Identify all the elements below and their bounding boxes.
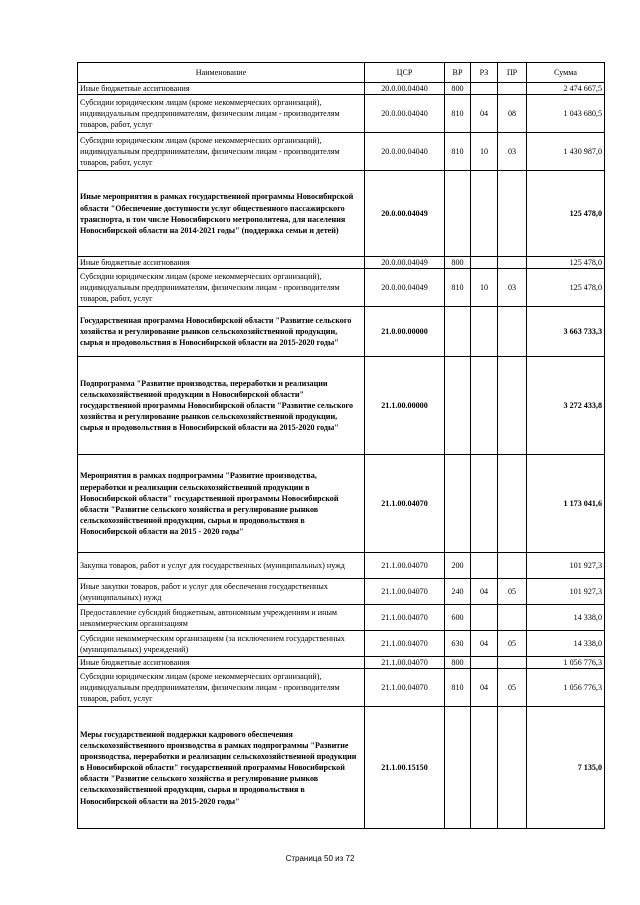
row-sum-cell: 125 478,0 xyxy=(527,269,605,307)
row-csr-cell: 21.1.00.04070 xyxy=(365,579,445,605)
row-name-cell: Иные бюджетные ассигнования xyxy=(78,657,365,669)
row-pr-cell xyxy=(498,707,527,829)
row-sum-cell: 1 430 987,0 xyxy=(527,133,605,171)
table-row xyxy=(78,657,605,669)
header-csr: ЦСР xyxy=(365,63,445,83)
row-pr-cell xyxy=(498,307,527,357)
row-csr-cell: 21.1.00.04070 xyxy=(365,657,445,669)
row-name-cell: Иные бюджетные ассигнования xyxy=(78,83,365,95)
header-name: Наименование xyxy=(78,63,365,83)
row-name-cell: Субсидии юридическим лицам (кроме некоммерческих организаций), индивидуальным предпринимателям, физическим лицам - производителям товаров, работ, услуг xyxy=(78,133,365,171)
row-pr-cell: 03 xyxy=(498,269,527,307)
table-row xyxy=(78,605,605,631)
row-csr-cell: 21.1.00.04070 xyxy=(365,553,445,579)
row-rz-cell xyxy=(471,553,498,579)
page-number: Страница 50 из 72 xyxy=(285,854,355,863)
row-sum-cell: 101 927,3 xyxy=(527,553,605,579)
row-vr-cell xyxy=(445,455,471,553)
row-name-cell: Субсидии юридическим лицам (кроме некоммерческих организаций), индивидуальным предпринимателям, физическим лицам - производителям товаров, работ, услуг xyxy=(78,669,365,707)
row-csr-cell: 21.1.00.04070 xyxy=(365,455,445,553)
row-sum-cell: 1 173 041,6 xyxy=(527,455,605,553)
row-pr-cell: 05 xyxy=(498,669,527,707)
row-rz-cell xyxy=(471,171,498,257)
row-name-cell: Государственная программа Новосибирской области "Развитие сельского хозяйства и регулирование рынков сельскохозяйственной продукции, сырья и продовольствия в Новосибирской области на 2015-2020 годы" xyxy=(78,307,365,357)
row-vr-cell: 600 xyxy=(445,605,471,631)
row-sum-cell: 14 338,0 xyxy=(527,631,605,657)
row-name-cell: Иные мероприятия в рамках государственной программы Новосибирской области "Обеспечение доступности услуг общественного пассажирского транспорта, в том числе Новосибирского метрополитена, для населения Новосибирской области на 2014-2021 годы" (поддержка семьи и детей) xyxy=(78,171,365,257)
header-pr: ПР xyxy=(498,63,527,83)
row-csr-cell: 20.0.00.04040 xyxy=(365,133,445,171)
row-csr-cell: 20.0.00.04040 xyxy=(365,95,445,133)
row-csr-cell: 21.1.00.15150 xyxy=(365,707,445,829)
row-pr-cell xyxy=(498,657,527,669)
table-row xyxy=(78,707,605,829)
row-name-cell: Субсидии некоммерческим организациям (за исключением государственных (муниципальных) учреждений) xyxy=(78,631,365,657)
row-pr-cell xyxy=(498,357,527,455)
row-csr-cell: 20.0.00.04040 xyxy=(365,83,445,95)
row-vr-cell: 630 xyxy=(445,631,471,657)
table-row xyxy=(78,95,605,133)
row-name-cell: Предоставление субсидий бюджетным, автономным учреждениям и иным некоммерческим организациям xyxy=(78,605,365,631)
row-rz-cell: 04 xyxy=(471,669,498,707)
table-row xyxy=(78,307,605,357)
row-pr-cell: 03 xyxy=(498,133,527,171)
row-pr-cell xyxy=(498,553,527,579)
row-csr-cell: 21.1.00.04070 xyxy=(365,669,445,707)
header-row xyxy=(78,63,605,83)
row-rz-cell xyxy=(471,605,498,631)
row-rz-cell: 10 xyxy=(471,133,498,171)
budget-table xyxy=(77,62,605,829)
row-name-cell: Иные бюджетные ассигнования xyxy=(78,257,365,269)
row-sum-cell: 1 056 776,3 xyxy=(527,669,605,707)
row-csr-cell: 21.0.00.00000 xyxy=(365,307,445,357)
row-sum-cell: 1 056 776,3 xyxy=(527,657,605,669)
row-rz-cell: 04 xyxy=(471,631,498,657)
row-vr-cell: 800 xyxy=(445,83,471,95)
row-rz-cell: 04 xyxy=(471,579,498,605)
row-sum-cell: 125 478,0 xyxy=(527,171,605,257)
header-sum: Сумма xyxy=(527,63,605,83)
table-row xyxy=(78,455,605,553)
row-sum-cell: 101 927,3 xyxy=(527,579,605,605)
table-row xyxy=(78,83,605,95)
row-rz-cell xyxy=(471,307,498,357)
table-row xyxy=(78,553,605,579)
row-name-cell: Иные закупки товаров, работ и услуг для обеспечения государственных (муниципальных) нужд xyxy=(78,579,365,605)
table-row xyxy=(78,579,605,605)
row-pr-cell xyxy=(498,257,527,269)
row-pr-cell xyxy=(498,605,527,631)
row-vr-cell xyxy=(445,707,471,829)
row-vr-cell xyxy=(445,171,471,257)
row-name-cell: Меры государственной поддержки кадрового обеспечения сельскохозяйственного производства в рамках подпрограммы "Развитие производства, переработки и реализации сельскохозяйственной продукции в Новосибирской области" государственной программы Новосибирской области "Развитие сельского хозяйства и регулирование рынков сельскохозяйственной продукции, сырья и продовольствия в Новосибирской области на 2015-2020 годы" xyxy=(78,707,365,829)
row-vr-cell: 810 xyxy=(445,95,471,133)
table-row xyxy=(78,357,605,455)
table-row xyxy=(78,631,605,657)
table-row xyxy=(78,133,605,171)
row-vr-cell: 800 xyxy=(445,657,471,669)
table-row xyxy=(78,669,605,707)
row-csr-cell: 20.0.00.04049 xyxy=(365,171,445,257)
row-sum-cell: 125 478,0 xyxy=(527,257,605,269)
row-vr-cell: 200 xyxy=(445,553,471,579)
row-csr-cell: 21.1.00.04070 xyxy=(365,631,445,657)
row-sum-cell: 2 474 667,5 xyxy=(527,83,605,95)
row-vr-cell: 810 xyxy=(445,669,471,707)
row-rz-cell: 04 xyxy=(471,95,498,133)
table-row xyxy=(78,269,605,307)
row-rz-cell: 10 xyxy=(471,269,498,307)
row-pr-cell xyxy=(498,455,527,553)
row-pr-cell xyxy=(498,83,527,95)
row-rz-cell xyxy=(471,357,498,455)
row-name-cell: Подпрограмма "Развитие производства, переработки и реализации сельскохозяйственной продукции в Новосибирской области" государственной программы Новосибирской области "Развитие сельского хозяйства и регулирование рынков сельскохозяйственной продукции, сырья и продовольствия в Новосибирской области на 2015-2020 годы" xyxy=(78,357,365,455)
row-sum-cell: 3 663 733,3 xyxy=(527,307,605,357)
row-vr-cell: 240 xyxy=(445,579,471,605)
row-name-cell: Мероприятия в рамках подпрограммы "Развитие производства, переработки и реализации сельскохозяйственной продукции в Новосибирской области" государственной программы Новосибирской области "Развитие сельского хозяйства и регулирование рынков сельскохозяйственной продукции, сырья и продовольствия в Новосибирской области на 2015 - 2020 годы" xyxy=(78,455,365,553)
row-sum-cell: 7 135,0 xyxy=(527,707,605,829)
table-body xyxy=(78,83,605,829)
row-csr-cell: 20.0.00.04049 xyxy=(365,269,445,307)
row-rz-cell xyxy=(471,257,498,269)
row-rz-cell xyxy=(471,707,498,829)
row-name-cell: Субсидии юридическим лицам (кроме некоммерческих организаций), индивидуальным предпринимателям, физическим лицам - производителям товаров, работ, услуг xyxy=(78,95,365,133)
row-name-cell: Субсидии юридическим лицам (кроме некоммерческих организаций), индивидуальным предпринимателям, физическим лицам - производителям товаров, работ, услуг xyxy=(78,269,365,307)
row-pr-cell: 05 xyxy=(498,579,527,605)
row-pr-cell: 08 xyxy=(498,95,527,133)
header-rz: РЗ xyxy=(471,63,498,83)
row-vr-cell: 810 xyxy=(445,269,471,307)
row-vr-cell: 800 xyxy=(445,257,471,269)
table-row xyxy=(78,171,605,257)
row-sum-cell: 3 272 433,8 xyxy=(527,357,605,455)
row-rz-cell xyxy=(471,657,498,669)
row-csr-cell: 21.1.00.04070 xyxy=(365,605,445,631)
table-row xyxy=(78,257,605,269)
row-name-cell: Закупка товаров, работ и услуг для государственных (муниципальных) нужд xyxy=(78,553,365,579)
row-pr-cell xyxy=(498,171,527,257)
row-vr-cell: 810 xyxy=(445,133,471,171)
row-sum-cell: 14 338,0 xyxy=(527,605,605,631)
row-pr-cell: 05 xyxy=(498,631,527,657)
row-sum-cell: 1 043 680,5 xyxy=(527,95,605,133)
row-rz-cell xyxy=(471,455,498,553)
row-vr-cell xyxy=(445,357,471,455)
row-csr-cell: 21.1.00.00000 xyxy=(365,357,445,455)
row-vr-cell xyxy=(445,307,471,357)
row-csr-cell: 20.0.00.04049 xyxy=(365,257,445,269)
row-rz-cell xyxy=(471,83,498,95)
header-vr: ВР xyxy=(445,63,471,83)
